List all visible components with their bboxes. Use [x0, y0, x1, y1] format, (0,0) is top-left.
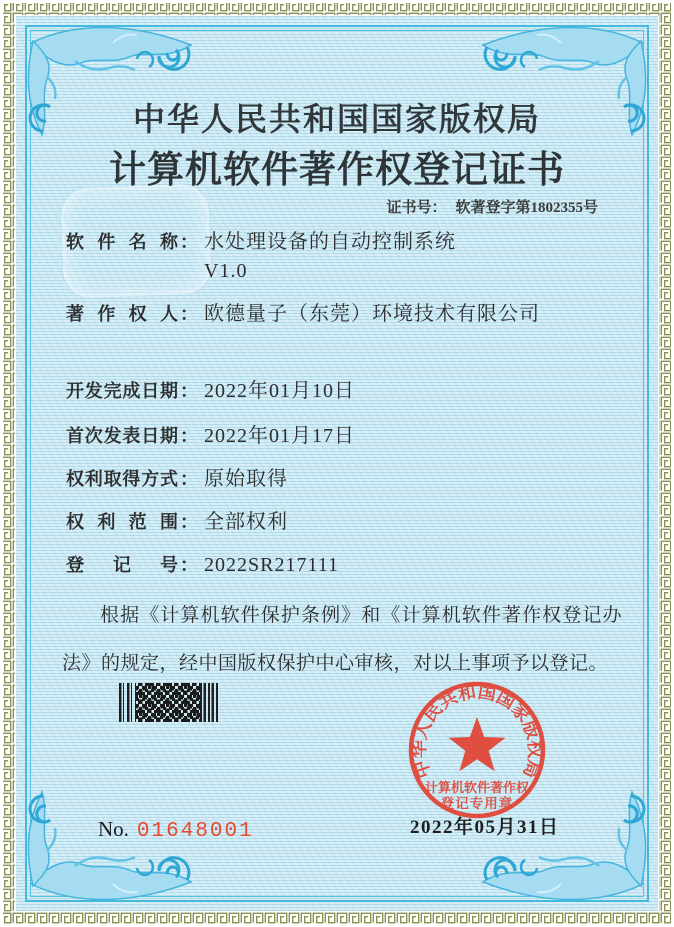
certificate-title: 计算机软件著作权登记证书 — [109, 150, 565, 191]
field-row-dev-complete-date — [66, 377, 355, 406]
serial-number: 01648001 — [136, 820, 254, 843]
seal-star-icon — [449, 717, 506, 771]
field-colon: ： — [180, 426, 198, 446]
registration-statement: 根据《计算机软件保护条例》和《计算机软件著作权登记办法》的规定，经中国版权保护中心审核，对以上事项予以登记。 — [62, 605, 622, 675]
field-colon: ： — [180, 381, 198, 401]
field-row-copyright-owner — [66, 300, 540, 329]
field-label: 首次发表日期 — [66, 426, 178, 446]
seal-line2: 登记专用章 — [440, 796, 514, 811]
field-colon: ： — [180, 232, 198, 252]
barcode-right-bars — [200, 683, 219, 722]
field-label: 权利范围 — [66, 512, 178, 532]
registration-number: 2022SR217111 — [204, 554, 339, 576]
barcode — [119, 683, 219, 722]
field-label: 权利取得方式 — [66, 469, 178, 489]
corner-flourish-bottom-left — [17, 778, 207, 910]
first-publish-date: 2022年01月17日 — [204, 425, 355, 447]
field-row-first-publish-date — [66, 422, 355, 451]
field-row-rights-acquisition — [66, 465, 288, 494]
field-label: 登记号 — [66, 555, 178, 575]
authority-title: 中华人民共和国国家版权局 — [132, 101, 541, 137]
issue-date: 2022年05月31日 — [410, 817, 560, 838]
software-name: 水处理设备的自动控制系统 — [204, 231, 456, 253]
field-colon: ： — [180, 304, 198, 324]
rights-acquisition: 原始取得 — [204, 468, 288, 490]
certificate-number-value: 软著登字第1802355号 — [455, 200, 598, 216]
rights-scope: 全部权利 — [204, 511, 288, 533]
field-colon: ： — [180, 555, 198, 575]
certificate-number-line — [386, 196, 598, 217]
field-row-rights-scope — [66, 508, 288, 537]
field-label: 著作权人 — [66, 304, 178, 324]
field-row-registration-number — [66, 551, 339, 580]
certificate-number-label: 证书号： — [386, 200, 447, 216]
barcode-left-bars — [119, 683, 136, 722]
barcode-matrix — [136, 683, 200, 722]
serial-number-line — [98, 817, 254, 843]
field-colon: ： — [180, 469, 198, 489]
seal-line1: 计算机软件著作权 — [424, 780, 530, 795]
field-colon: ： — [180, 512, 198, 532]
dev-complete-date: 2022年01月10日 — [204, 380, 355, 402]
serial-prefix: No. — [98, 817, 129, 841]
field-label: 开发完成日期 — [66, 381, 178, 401]
copyright-owner: 欧德量子（东莞）环境技术有限公司 — [204, 303, 540, 325]
field-row-software-name — [66, 228, 456, 286]
field-value — [204, 228, 456, 286]
software-version: V1.0 — [204, 260, 248, 282]
field-label: 软件名称 — [66, 232, 178, 252]
seal-ring-text: 中华人民共和国国家版权局 — [408, 681, 546, 781]
